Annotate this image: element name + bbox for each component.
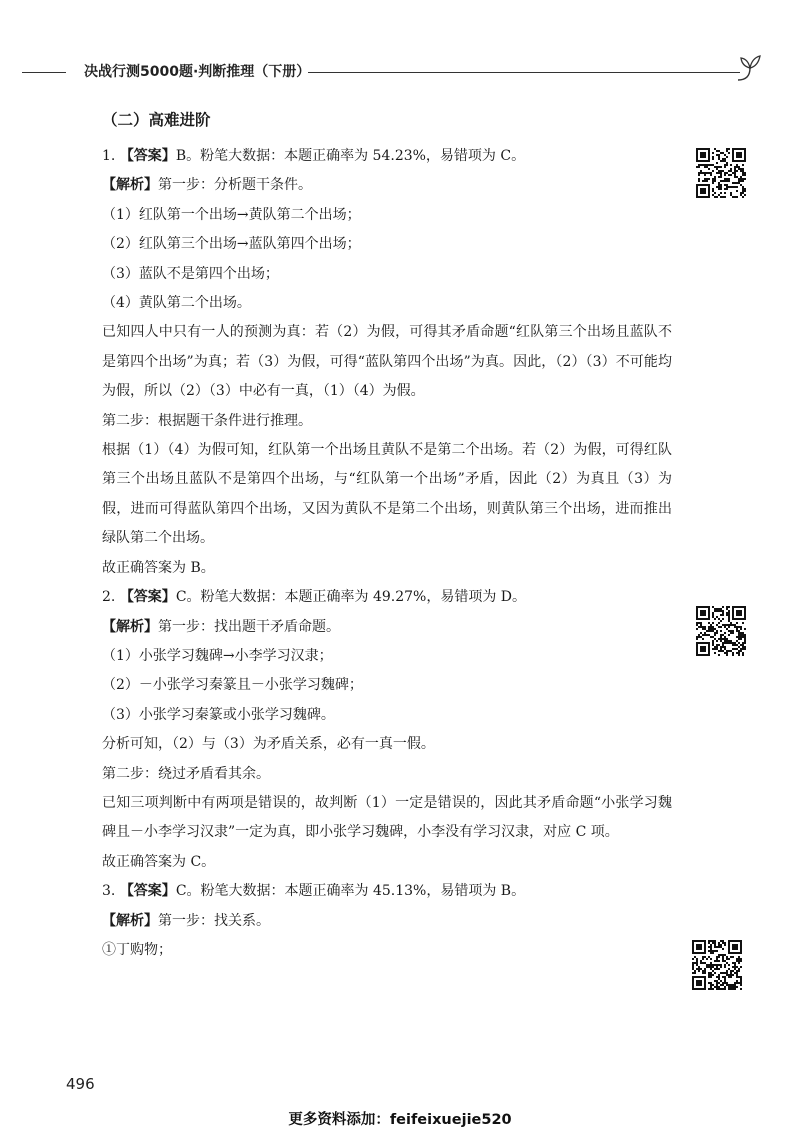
q2-conclusion: 故正确答案为 C。 <box>102 853 216 870</box>
section-title: （二）高难进阶 <box>102 111 211 129</box>
analysis-tag: 【解析】 <box>102 177 158 194</box>
analysis-step: 第一步：分析题干条件。 <box>158 177 312 194</box>
header-rule-left <box>22 72 66 73</box>
q1-condition: （4）黄队第二个出场。 <box>102 295 251 312</box>
qr-code-icon[interactable] <box>692 940 742 990</box>
q1-paragraph: 已知四人中只有一人的预测为真：若（2）为假，可得其矛盾命题“红队第三个出场且蓝队不是第四个出场”为真；若（3）为假，可得“蓝队第四个出场”为真。因此，（2）（3）不可能均为假，所以（2）（3）中必有一真，（1）（4）为假。 <box>102 324 672 400</box>
analysis-tag: 【解析】 <box>102 618 158 635</box>
answer-tag: 【答案】 <box>119 589 176 606</box>
answer-text: C。粉笔大数据：本题正确率为 49.27%，易错项为 D。 <box>175 589 527 606</box>
q2-condition: （1）小张学习魏碑→小李学习汉隶； <box>102 647 333 664</box>
page-number: 496 <box>66 1075 95 1093</box>
answer-tag: 【答案】 <box>119 148 176 164</box>
header-rule-right <box>308 72 740 73</box>
analysis-step: 第一步：找出题干矛盾命题。 <box>158 618 340 635</box>
q2-analysis <box>102 613 672 642</box>
qr-code-icon[interactable] <box>696 148 746 198</box>
sprout-icon <box>734 50 764 84</box>
q2-condition: （2）－小张学习秦篆且－小张学习魏碑； <box>102 677 363 694</box>
q3-answer: 3. 【答案】C。粉笔大数据：本题正确率为 45.13%，易错项为 B。 <box>102 883 526 900</box>
qr-code-icon[interactable] <box>696 606 746 656</box>
q3-analysis <box>102 907 672 936</box>
q1-condition: （3）蓝队不是第四个出场； <box>102 265 279 282</box>
header-title: 决战行测5000题·判断推理（下册） <box>84 64 311 80</box>
running-header <box>22 50 762 90</box>
q3-item: ①丁购物； <box>102 941 172 958</box>
q2-condition: （3）小张学习秦篆或小张学习魏碑。 <box>102 706 335 723</box>
q1-answer: 1. 【答案】B。粉笔大数据：本题正确率为 54.23%，易错项为 C。 <box>102 148 526 164</box>
analysis-step: 第一步：找关系。 <box>158 912 270 929</box>
answer-text: C。粉笔大数据：本题正确率为 45.13%，易错项为 B。 <box>175 883 526 900</box>
answer-text: B。粉笔大数据：本题正确率为 54.23%，易错项为 C。 <box>175 148 526 164</box>
q2-step2: 第二步：绕过矛盾看其余。 <box>102 765 270 782</box>
q2-paragraph: 已知三项判断中有两项是错误的，故判断（1）一定是错误的，因此其矛盾命题“小张学习魏碑且－小李学习汉隶”一定为真，即小张学习魏碑，小李没有学习汉隶，对应 C 项。 <box>102 794 672 841</box>
footer-note: 更多资料添加：feifeixuejie520 <box>288 1112 512 1128</box>
answer-tag: 【答案】 <box>119 883 176 900</box>
q1-analysis <box>102 171 672 200</box>
analysis-tag: 【解析】 <box>102 912 158 929</box>
q1-condition: （2）红队第三个出场→蓝队第四个出场； <box>102 236 361 253</box>
q1-conclusion: 故正确答案为 B。 <box>102 559 215 576</box>
q2-paragraph: 分析可知，（2）与（3）为矛盾关系，必有一真一假。 <box>102 736 435 753</box>
page-content <box>102 108 672 965</box>
q1-condition: （1）红队第一个出场→黄队第二个出场； <box>102 206 361 223</box>
q2-answer: 2. 【答案】C。粉笔大数据：本题正确率为 49.27%，易错项为 D。 <box>102 589 527 606</box>
q1-paragraph: 根据（1）（4）为假可知，红队第一个出场且黄队不是第二个出场。若（2）为假，可得红队第三个出场且蓝队不是第四个出场，与“红队第一个出场”矛盾，因此（2）为真且（3）为假，进而可得蓝队第四个出场，又因为黄队不是第二个出场，则黄队第三个出场，进而推出绿队第二个出场。 <box>102 442 672 547</box>
q1-step2: 第二步：根据题干条件进行推理。 <box>102 412 312 429</box>
